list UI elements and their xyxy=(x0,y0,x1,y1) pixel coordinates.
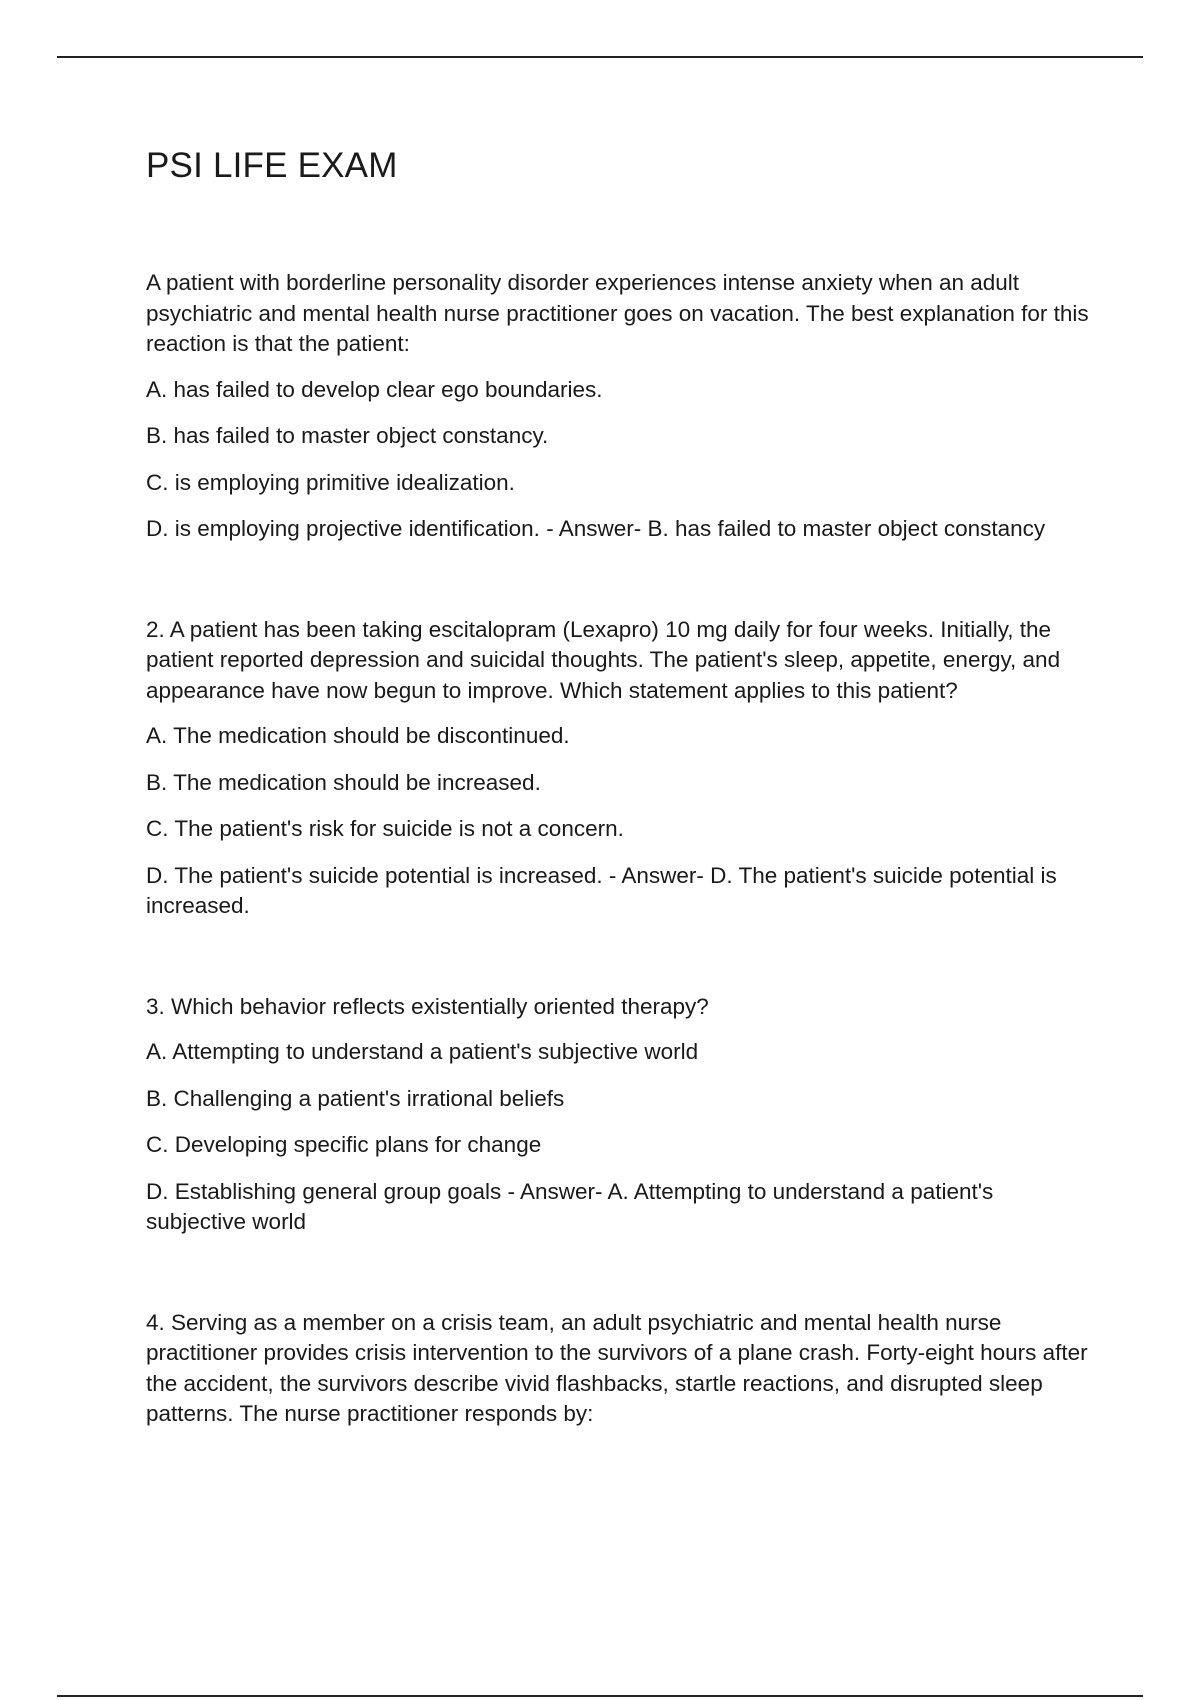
question-block xyxy=(146,992,1098,1238)
document-body xyxy=(146,140,1098,1500)
top-rule xyxy=(57,56,1143,58)
answer-option: C. The patient's risk for suicide is not a concern. xyxy=(146,816,624,841)
answer-option: D. Establishing general group goals - Answer- A. Attempting to understand a patient's subjective world xyxy=(146,1178,994,1234)
bottom-rule xyxy=(57,1695,1143,1697)
answer-option: B. Challenging a patient's irrational beliefs xyxy=(146,1085,565,1111)
question-block xyxy=(146,268,1098,545)
answer-option: C. Developing specific plans for change xyxy=(146,1132,542,1157)
question-text: 2. A patient has been taking escitalopram (Lexapro) 10 mg daily for four weeks. Initially, the patient reported depression and suicidal thoughts. The patient's sleep, appetite, energy, and appearance have now begun to improve. Which statement applies to this patient? xyxy=(146,616,1061,703)
answer-option: C. is employing primitive idealization. xyxy=(146,469,515,495)
question-block xyxy=(146,615,1098,922)
answer-option: D. is employing projective identification. - Answer- B. has failed to master object constancy xyxy=(146,516,1046,541)
question-text: 3. Which behavior reflects existentially oriented therapy? xyxy=(146,993,709,1019)
answer-option: B. has failed to master object constancy. xyxy=(146,423,549,448)
answer-option: A. has failed to develop clear ego boundaries. xyxy=(146,376,603,402)
question-block xyxy=(146,1308,1098,1430)
answer-option: D. The patient's suicide potential is increased. - Answer- D. The patient's suicide potential is increased. xyxy=(146,862,1057,918)
question-text: 4. Serving as a member on a crisis team, an adult psychiatric and mental health nurse practitioner provides crisis intervention to the survivors of a plane crash. Forty-eight hours after the accident, the survivors describe vivid flashbacks, startle reactions, and disrupted sleep patterns. The nurse practitioner responds by: xyxy=(146,1309,1088,1426)
question-text: A patient with borderline personality disorder experiences intense anxiety when an adult psychiatric and mental health nurse practitioner goes on vacation. The best explanation for this reaction is that the patient: xyxy=(146,270,1089,356)
document-title: PSI LIFE EXAM xyxy=(146,146,398,185)
answer-option: A. The medication should be discontinued. xyxy=(146,723,570,748)
answer-option: A. Attempting to understand a patient's subjective world xyxy=(146,1039,699,1064)
answer-option: B. The medication should be increased. xyxy=(146,769,541,795)
